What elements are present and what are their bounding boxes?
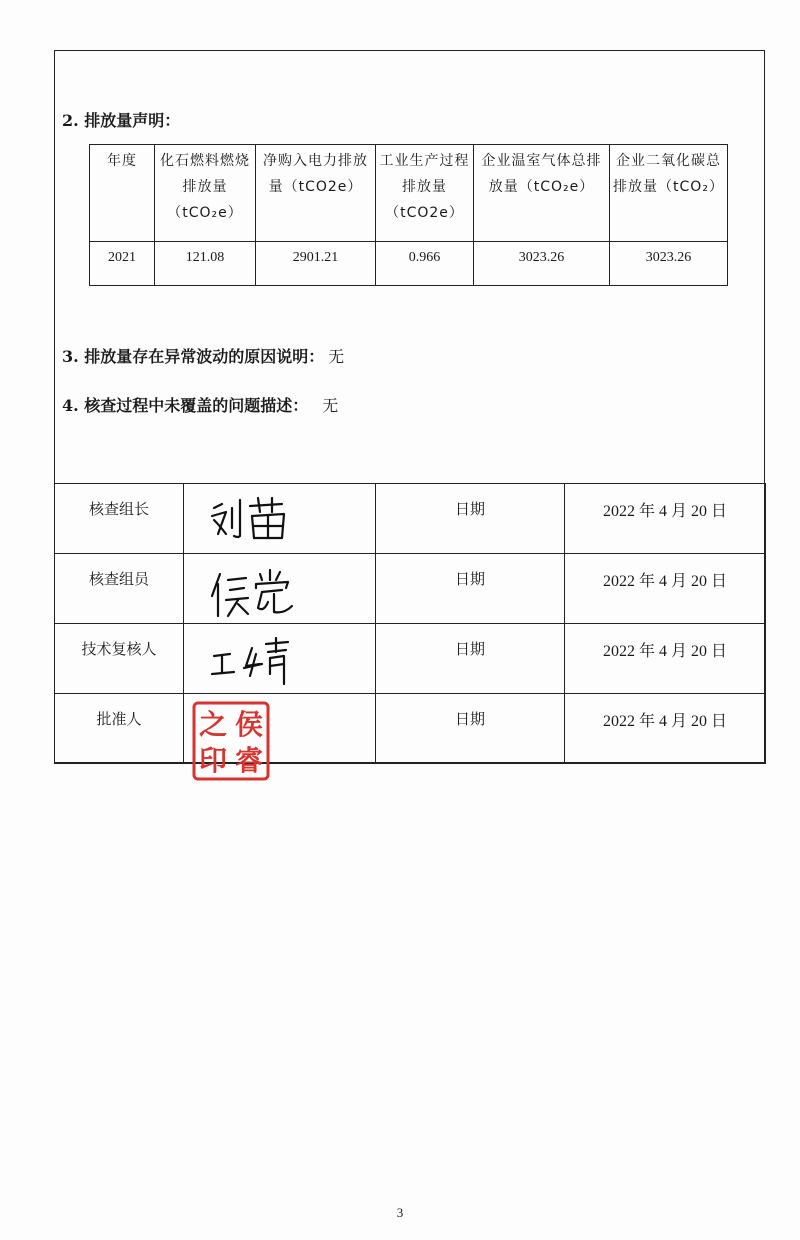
cell-year: 2021 — [90, 242, 155, 286]
signoff-row-approver — [55, 694, 766, 764]
cell-co2-total: 3023.26 — [610, 242, 728, 286]
signoff-row-leader — [55, 484, 766, 554]
svg-text:睿: 睿 — [234, 744, 264, 777]
role-label: 批准人 — [55, 694, 184, 764]
header-co2-total: 企业二氧化碳总排放量（tCO₂） — [610, 145, 728, 242]
section-3-title: 排放量存在异常波动的原因说明： — [84, 347, 325, 366]
section-2-heading — [62, 108, 180, 131]
handwritten-signature-hou-dang — [204, 560, 304, 620]
role-label: 核查组长 — [55, 484, 184, 554]
svg-text:之: 之 — [198, 708, 228, 741]
section-2-title: 排放量声明： — [84, 111, 181, 130]
cell-electricity: 2901.21 — [256, 242, 376, 286]
signoff-row-reviewer — [55, 624, 766, 694]
section-3-value: 无 — [328, 347, 345, 366]
cell-ghg-total: 3023.26 — [474, 242, 610, 286]
emission-table-header-row — [90, 145, 728, 242]
date-value: 2022 年 4 月 20 日 — [565, 694, 766, 764]
role-label: 技术复核人 — [55, 624, 184, 694]
section-4-title: 核查过程中未覆盖的问题描述： — [84, 396, 309, 415]
emission-table — [89, 144, 728, 286]
handwritten-signature-liu-miao — [204, 490, 294, 546]
cell-fossil-fuel: 121.08 — [155, 242, 256, 286]
page-number: 3 — [396, 1205, 404, 1220]
signature-cell — [184, 554, 376, 624]
signature-cell — [184, 484, 376, 554]
section-3-number: 3. — [62, 347, 79, 366]
signature-cell — [184, 624, 376, 694]
section-4-value: 无 — [322, 396, 339, 415]
date-value: 2022 年 4 月 20 日 — [565, 624, 766, 694]
header-electricity: 净购入电力排放量（tCO2e） — [256, 145, 376, 242]
date-value: 2022 年 4 月 20 日 — [565, 554, 766, 624]
date-label: 日期 — [376, 484, 565, 554]
date-label: 日期 — [376, 694, 565, 764]
header-ghg-total: 企业温室气体总排放量（tCO₂e） — [474, 145, 610, 242]
role-label: 核查组员 — [55, 554, 184, 624]
section-4-heading — [62, 393, 338, 416]
signoff-table — [54, 483, 766, 764]
red-seal-stamp — [191, 700, 271, 782]
handwritten-signature-wang-jing — [204, 630, 304, 688]
header-fossil-fuel: 化石燃料燃烧排放量（tCO₂e） — [155, 145, 256, 242]
section-2-number: 2. — [62, 111, 79, 130]
svg-text:印: 印 — [198, 744, 228, 777]
table-row — [90, 242, 728, 286]
section-3-heading — [62, 344, 344, 367]
svg-text:侯: 侯 — [234, 708, 264, 741]
header-year: 年度 — [90, 145, 155, 242]
date-label: 日期 — [376, 554, 565, 624]
date-label: 日期 — [376, 624, 565, 694]
header-industrial-process: 工业生产过程排放量（tCO2e） — [376, 145, 474, 242]
signoff-row-member — [55, 554, 766, 624]
cell-industrial-process: 0.966 — [376, 242, 474, 286]
section-4-number: 4. — [62, 396, 79, 415]
date-value: 2022 年 4 月 20 日 — [565, 484, 766, 554]
